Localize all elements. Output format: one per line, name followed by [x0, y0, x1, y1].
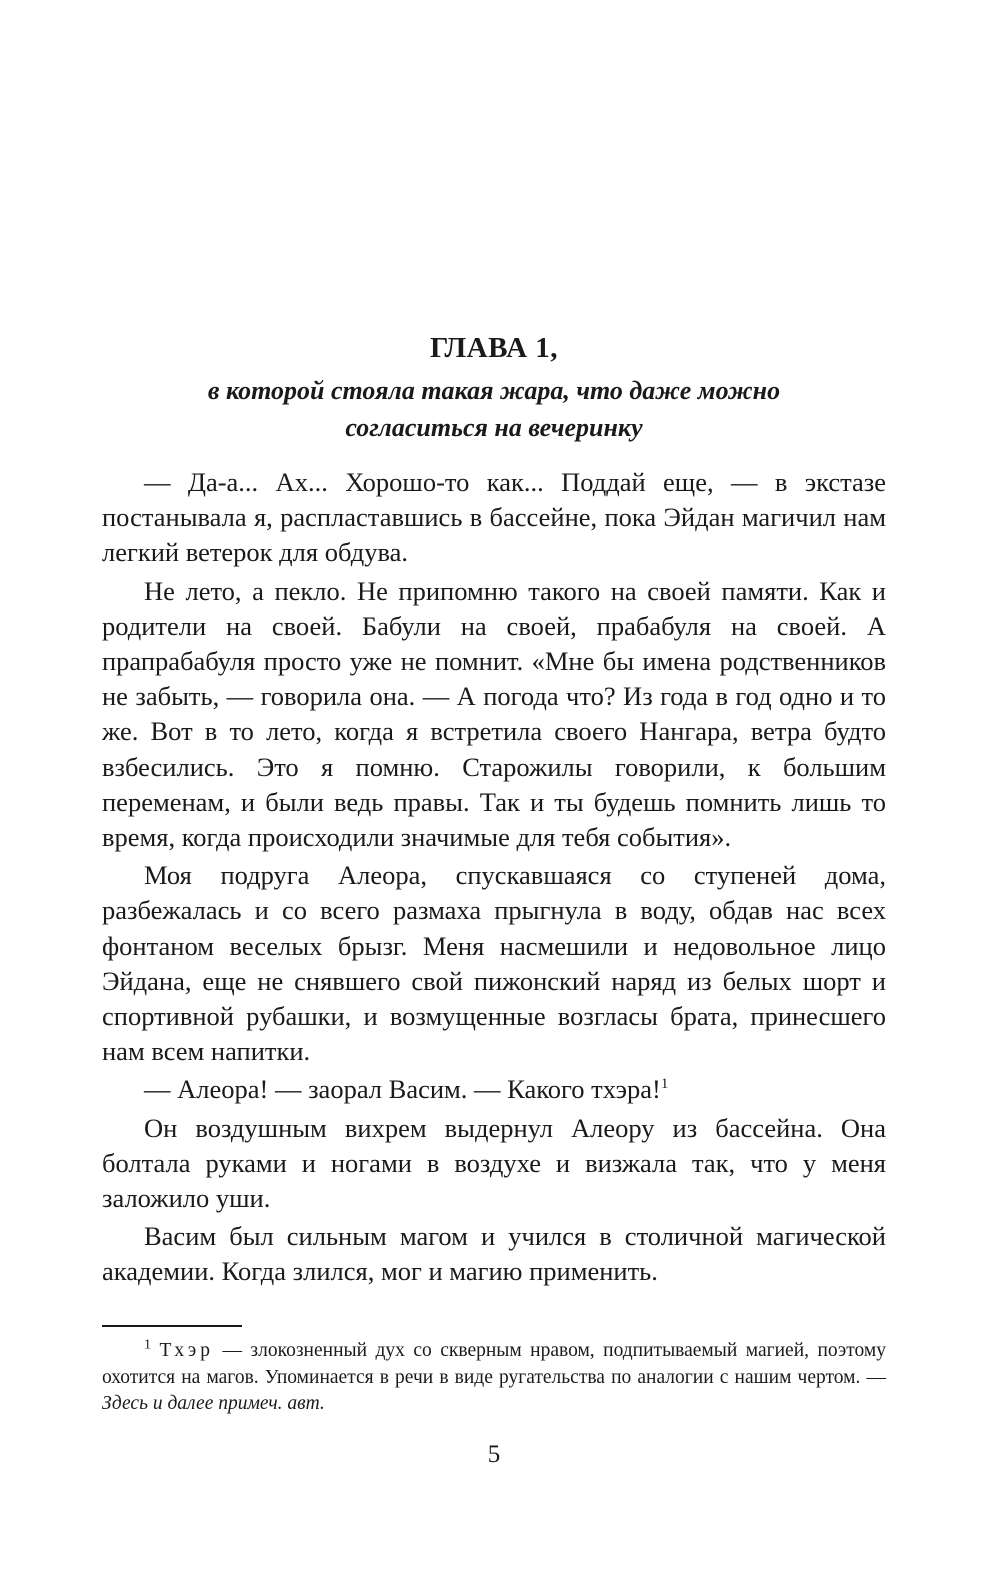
chapter-subtitle-line-2: согласиться на вечеринку	[345, 413, 643, 442]
paragraph-4	[102, 1072, 886, 1107]
footnote-reference: 1	[660, 1076, 669, 1093]
body-text	[102, 465, 886, 1293]
footnote-divider	[102, 1325, 242, 1327]
chapter-title: ГЛАВА 1,	[429, 332, 559, 364]
book-page	[102, 0, 886, 1575]
paragraph-2: Не лето, а пекло. Не припомню такого на своей памяти. Как и родители на своей. Бабули на своей, прабабуля на своей. А прапрабабуля просто уже не помнит. «Мне бы имена родственников не забыть, — говорила она. — А погода что? Из года в год одно и то же. Вот в то лето, когда я встретила своего Нангара, ветра будто взбесились. Это я помню. Старожилы говорили, к большим переменам, и были ведь правы. Так и ты будешь помнить лишь то время, когда происходили значимые для тебя события».	[102, 575, 886, 853]
footnote	[102, 1338, 886, 1418]
chapter-subtitle	[102, 372, 886, 446]
paragraph-5: Он воздушным вихрем выдернул Алеору из бассейна. Она болтала руками и ногами в воздухе и визжала так, что у меня заложило уши.	[102, 1112, 886, 1214]
chapter-heading	[102, 330, 886, 446]
paragraph-3: Моя подруга Алеора, спускавшаяся со ступеней дома, разбежалась и со всего размаха прыгнула в воду, обдав нас всех фонтаном веселых брызг. Меня насмешили и недовольное лицо Эйдана, еще не снявшего свой пижонский наряд из белых шорт и спортивной рубашки, и возмущенные возгласы брата, принесшего нам всем напитки.	[102, 860, 886, 1067]
footnote-note: Здесь и далее примеч. авт.	[102, 1393, 325, 1414]
footnote-text: — злокозненный дух со скверным нравом, подпитываемый магией, поэтому охотится на магов. Упоминается в речи в виде ругательства по аналогии с нашим чертом. —	[102, 1340, 887, 1388]
paragraph-6: Васим был сильным магом и учился в столичной магической академии. Когда злился, мог и магию применить.	[102, 1221, 886, 1287]
footnote-term: Тхэр	[159, 1340, 215, 1361]
page-number: 5	[487, 1441, 501, 1468]
paragraph-4-text: — Алеора! — заорал Васим. — Какого тхэра!	[144, 1074, 661, 1105]
footnote-mark: 1	[144, 1337, 151, 1353]
chapter-subtitle-line-1: в которой стояла такая жара, что даже можно	[207, 376, 781, 405]
paragraph-1: — Да-а... Ах... Хорошо-то как... Поддай еще, — в экстазе постанывала я, распластавшись в бассейне, пока Эйдан магичил нам легкий ветерок для обдува.	[102, 467, 886, 568]
